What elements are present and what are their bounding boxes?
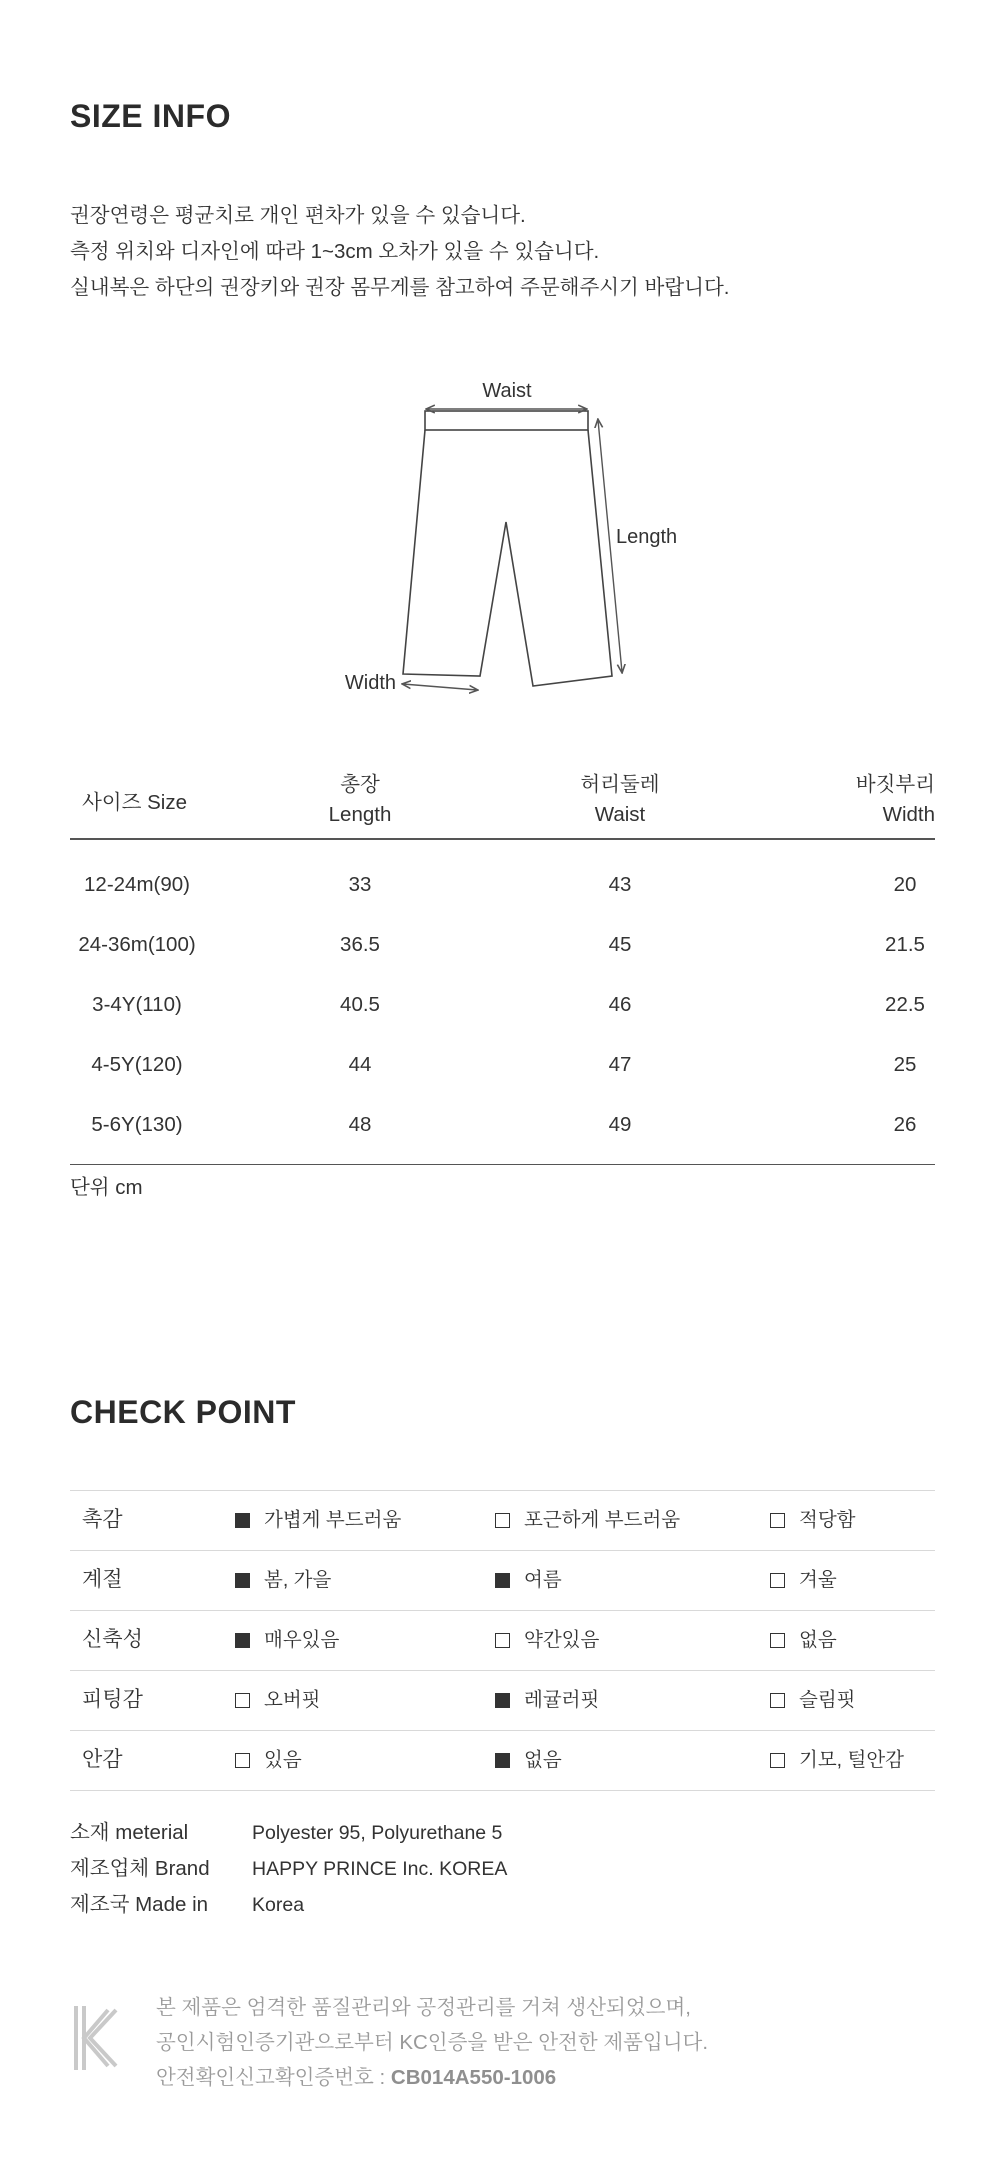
width-label: Width [344, 672, 396, 694]
empty-box-icon [495, 1513, 510, 1528]
table-cell: 33 [348, 873, 372, 896]
check-option-label: 매우있음 [264, 1629, 340, 1651]
check-option-label: 없음 [524, 1749, 562, 1771]
table-cell: 5-6Y(130) [91, 1113, 183, 1136]
size-table-header [70, 770, 935, 840]
check-option-label: 약간있음 [524, 1629, 600, 1651]
empty-box-icon [770, 1633, 785, 1648]
table-cell: 43 [608, 873, 632, 896]
check-option [495, 1671, 599, 1729]
check-option-label: 오버핏 [264, 1689, 321, 1711]
empty-box-icon [770, 1693, 785, 1708]
header-size: 사이즈 Size [82, 791, 187, 814]
kc-certification-text [156, 1990, 708, 2095]
check-option [495, 1491, 680, 1549]
header-waist: 허리둘레 Waist [580, 773, 660, 826]
checked-box-icon [235, 1573, 250, 1588]
empty-box-icon [495, 1633, 510, 1648]
table-cell: 45 [608, 933, 632, 956]
check-point-table [70, 1490, 935, 1791]
check-option-label: 여름 [524, 1569, 562, 1591]
table-cell: 40.5 [340, 993, 380, 1016]
table-cell: 49 [608, 1113, 632, 1136]
table-row [70, 975, 935, 1035]
table-cell: 48 [348, 1113, 372, 1136]
empty-box-icon [235, 1753, 250, 1768]
empty-box-icon [235, 1693, 250, 1708]
table-cell: 22.5 [885, 993, 925, 1016]
check-option-label: 적당함 [799, 1509, 856, 1531]
table-row [70, 915, 935, 975]
check-option-label: 겨울 [799, 1569, 837, 1591]
empty-box-icon [770, 1513, 785, 1528]
table-row [70, 1095, 935, 1155]
check-row-label: 안감 [82, 1748, 123, 1771]
kc-cert-line: 안전확인신고확인증번호 : CB014A550-1006 [156, 2066, 557, 2089]
size-note: 권장연령은 평균치로 개인 편차가 있을 수 있습니다. [70, 204, 526, 227]
kc-cert-number: CB014A550-1006 [390, 2066, 557, 2089]
size-info-title: SIZE INFO [70, 98, 231, 134]
pants-measurement-diagram [0, 370, 1000, 700]
check-option [235, 1551, 331, 1609]
check-row-label: 계절 [82, 1568, 123, 1591]
table-cell: 20 [893, 873, 917, 896]
kc-line: 본 제품은 엄격한 품질관리와 공정관리를 거쳐 생산되었으며, [156, 1996, 691, 2019]
table-cell: 12-24m(90) [84, 873, 190, 896]
size-note: 실내복은 하단의 권장키와 권장 몸무게를 참고하여 주문해주시기 바랍니다. [70, 276, 730, 299]
check-option [770, 1671, 856, 1729]
length-label: Length [616, 526, 678, 548]
header-width: 바짓부리 Width [855, 773, 935, 826]
check-option [235, 1611, 339, 1669]
empty-box-icon [770, 1573, 785, 1588]
check-option-label: 포근하게 부드러움 [524, 1509, 681, 1531]
table-cell: 47 [608, 1053, 632, 1076]
checked-box-icon [235, 1513, 250, 1528]
check-option [235, 1731, 302, 1789]
table-cell: 36.5 [340, 933, 380, 956]
check-option-label: 레귤러핏 [524, 1689, 600, 1711]
table-cell: 24-36m(100) [78, 933, 196, 956]
table-row [70, 1035, 935, 1095]
check-option [770, 1491, 856, 1549]
table-cell: 4-5Y(120) [91, 1053, 183, 1076]
empty-box-icon [770, 1753, 785, 1768]
check-option [495, 1551, 562, 1609]
check-point-title: CHECK POINT [70, 1394, 296, 1430]
check-row [70, 1491, 935, 1551]
waist-label: Waist [482, 380, 532, 402]
check-option-label: 봄, 가을 [264, 1569, 332, 1591]
check-option-label: 슬림핏 [799, 1689, 856, 1711]
checked-box-icon [235, 1633, 250, 1648]
check-row-label: 신축성 [82, 1628, 143, 1651]
checked-box-icon [495, 1693, 510, 1708]
unit-note: 단위 cm [70, 1176, 143, 1199]
checked-box-icon [495, 1573, 510, 1588]
check-option-label: 없음 [799, 1629, 837, 1651]
check-option [235, 1491, 401, 1549]
header-length: 총장 Length [328, 773, 392, 826]
table-cell: 21.5 [885, 933, 925, 956]
check-option-label: 있음 [264, 1749, 302, 1771]
size-table [70, 770, 935, 1165]
table-cell: 44 [348, 1053, 372, 1076]
width-arrow [403, 684, 477, 690]
check-row-label: 촉감 [82, 1508, 123, 1531]
size-notes [70, 198, 729, 306]
check-row [70, 1671, 935, 1731]
table-row [70, 855, 935, 915]
check-option [770, 1731, 904, 1789]
check-option-label: 가볍게 부드러움 [264, 1509, 402, 1531]
kc-line: 공인시험인증기관으로부터 KC인증을 받은 안전한 제품입니다. [156, 2031, 709, 2054]
table-cell: 25 [893, 1053, 917, 1076]
table-cell: 46 [608, 993, 632, 1016]
check-option [770, 1611, 837, 1669]
check-row [70, 1731, 935, 1791]
checked-box-icon [495, 1753, 510, 1768]
check-option [495, 1611, 599, 1669]
check-option [235, 1671, 321, 1729]
check-option [495, 1731, 562, 1789]
check-option-label: 기모, 털안감 [799, 1749, 905, 1771]
check-row [70, 1611, 935, 1671]
table-cell: 26 [893, 1113, 917, 1136]
table-cell: 3-4Y(110) [92, 993, 182, 1016]
check-row-label: 피팅감 [82, 1688, 143, 1711]
pants-outline [403, 411, 612, 686]
check-row [70, 1551, 935, 1611]
size-note: 측정 위치와 디자인에 따라 1~3cm 오차가 있을 수 있습니다. [70, 240, 600, 263]
size-table-body [70, 840, 935, 1165]
kc-mark-icon [70, 2000, 124, 2076]
check-option [770, 1551, 837, 1609]
